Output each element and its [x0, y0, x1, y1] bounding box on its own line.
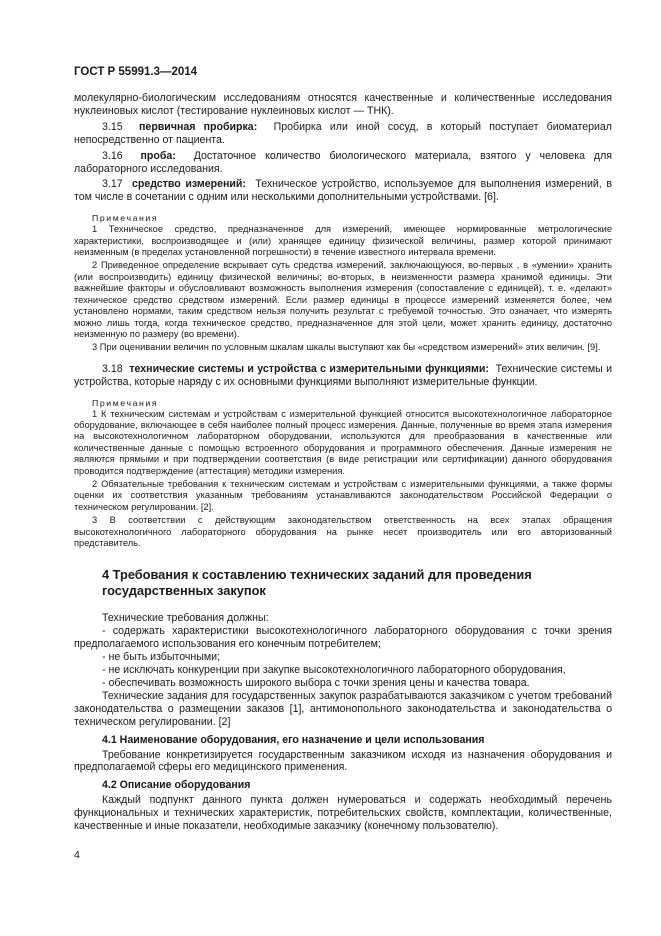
definition-3-18 — [74, 363, 612, 389]
definition-term: технические системы и устройства с измерительными функциями: — [129, 362, 489, 375]
definition-number: 3.15 — [102, 120, 123, 133]
definition-text: Пробирка или иной сосуд, в который поступает биоматериал непосредственно от пациента. — [74, 120, 612, 146]
notes-block-1 — [74, 213, 612, 353]
definition-number: 3.18 — [102, 362, 123, 375]
section-4-intro: Технические требования должны: — [102, 612, 269, 625]
note-item: 3 При оценивании величин по условным шкалам шкалы выступают как бы «средством измерений» этих величин. [9]. — [92, 342, 601, 353]
note-item: 1 К техническим системам и устройствам с измерительной функцией относится высокотехнологичное лабораторное оборудование, включающее в себя наиболее полный процесс измерения. Данные, полученные во время этапа измерения на высокотехнологичном лабораторном оборудовании, используются для преобразования в качественные или количественные данные с помощью встроенного оборудования и программного обеспечения. Данные измерения не являются прямыми и при подтверждении соответствия (в виде регистрации или сертификации) данного оборудования проводится подтверждение (аттестация) методики измерения. — [74, 408, 612, 476]
notes-block-2 — [74, 398, 612, 550]
definition-3-15 — [74, 121, 612, 147]
definition-number: 3.16 — [102, 149, 123, 162]
definition-3-17 — [74, 178, 612, 204]
note-item: 2 Приведенное определение вскрывает суть средства измерений, заключающуюся, во-первых , в «умении» хранить (или воспроизводить) единицу физической величины; во-вторых, в неизменности размера хранимой единицы. Эти важнейшие факторы и обусловливают возможность выполнения измерения (сопоставление с единицей), т. е. «делают» техническое средство средством измерений. Если размер единицы в процессе измерений изменяется более, чем установлено нормами, таким средством нельзя получить результат с требуемой точностью. Это означает, что измерять можно лишь тогда, когда техническое средство, предназначенное для этой цели, может хранить единицу, достаточно неизменную по размеру (во времени). — [74, 260, 612, 339]
definition-text: Техническое устройство, используемое для выполнения измерений, в том числе в сочетании с одним или несколькими дополнительными устройствами. [6]. — [74, 178, 613, 204]
page-number: 4 — [74, 849, 80, 861]
note-item: 1 Техническое средство, предназначенное для измерений, имеющее нормированные метрологические характеристики, воспроизводящее и (или) хранящее единицу физической величины, размер которой принимают неизменным (в пределах установленной погрешности) в течение известного интервала времени. — [74, 224, 612, 258]
note-item: 2 Обязательные требования к техническим системам и устройствам с измерительными функциями, а также формы оценки их соответствия указанным требованиям устанавливаются законодательством Российской Федерации о техническом регулировании. [2]. — [74, 478, 612, 512]
subsection-4-1-text: Требование конкретизируется государственным заказчиком исходя из назначения оборудования и предполагаемой сферы его медицинского применения. — [74, 748, 612, 774]
notes-heading: Примечания — [92, 213, 159, 224]
definition-text: Достаточное количество биологического материала, взятого у человека для лабораторного исследования. — [74, 149, 613, 175]
continued-paragraph: молекулярно-биологическим исследованиям относятся качественные и количественные исследования нуклеиновых кислот (тестирование нуклеиновых кислот — ТНК). — [74, 92, 612, 117]
definition-3-16 — [74, 150, 612, 176]
list-item: - обеспечивать возможность широкого выбора с точки зрения цены и качества товара. — [102, 676, 530, 689]
subsection-4-1-title: 4.1 Наименование оборудования, его назначение и цели использования — [102, 733, 485, 746]
document-body — [74, 92, 612, 833]
definition-text: Технические системы и устройства, которые наряду с их основными функциями выполняют измерительные функции. — [74, 362, 613, 388]
notes-heading: Примечания — [92, 397, 159, 408]
subsection-4-2-title: 4.2 Описание оборудования — [102, 779, 251, 792]
note-item: 3 В соответствии с действующим законодательством ответственность на всех этапах обращения высокотехнологичного лабораторного оборудования на рынке несет производитель или его авторизованный представитель. — [74, 515, 612, 548]
list-item: - не исключать конкуренции при закупке высокотехнологичного лабораторного оборудования, — [102, 664, 566, 677]
definition-term: средство измерений: — [131, 178, 246, 191]
subsection-4-2-text: Каждый подпункт данного пункта должен нумероваться и содержать необходимый перечень функциональных и технических характеристик, потребительских свойств, комплектации, количественные, качественные и иные показатели, необходимые заказчику (конечному пользователю). — [74, 794, 612, 833]
document-header: ГОСТ Р 55991.3—2014 — [74, 66, 198, 78]
definition-number: 3.17 — [102, 178, 123, 191]
section-4-title: 4 Требования к составлению технических заданий для проведения государственных закупок — [102, 567, 532, 598]
list-item: - не быть избыточными; — [102, 651, 221, 664]
definition-term: проба: — [140, 149, 176, 162]
definition-term: первичная пробирка: — [139, 120, 258, 133]
list-item: - содержать характеристики высокотехнологичного лабораторного оборудования с точки зрения предполагаемого использования его конечным потребителем; — [74, 625, 612, 651]
section-4-paragraph: Технические задания для государственных закупок разрабатываются заказчиком с учетом требований законодательства о размещении заказов [1], антимонопольного законодательства и законодательства о техническом регулировании. [2] — [74, 689, 612, 728]
